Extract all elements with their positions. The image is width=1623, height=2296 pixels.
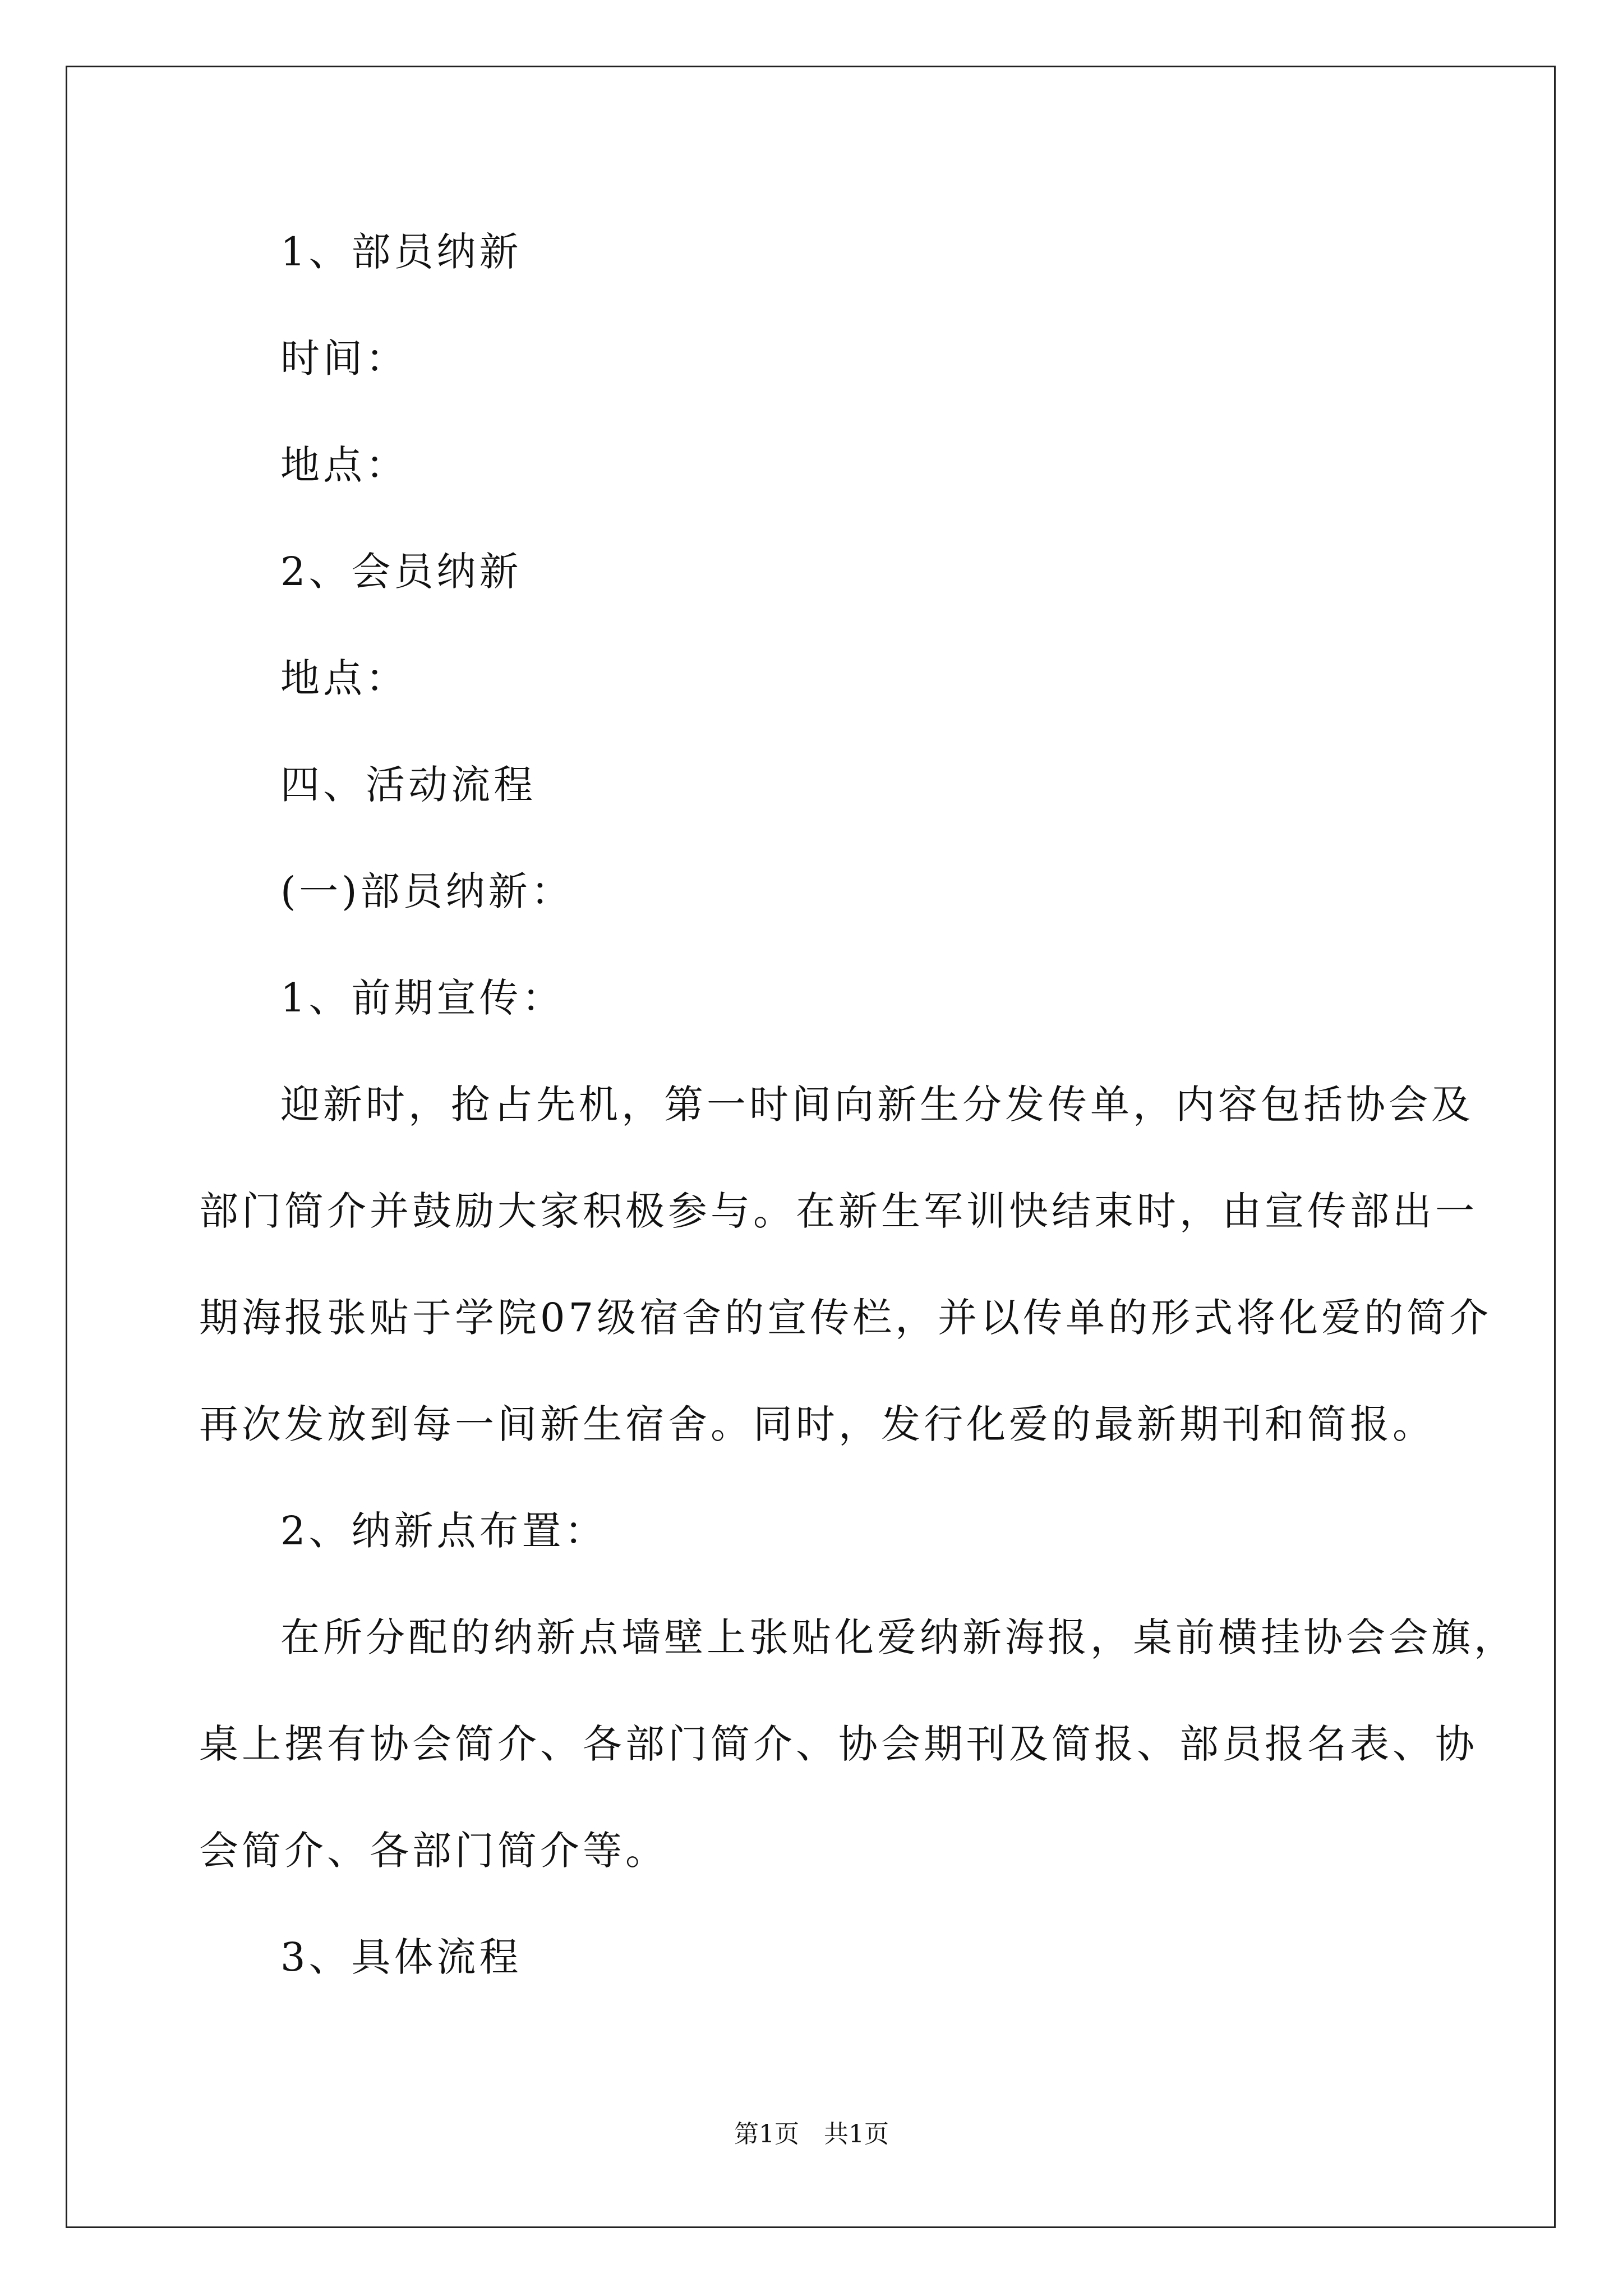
label-location: 地点： (280, 442, 408, 488)
item-publicity: 1、前期宣传： (280, 975, 565, 1021)
page-total: 共1页 (824, 2120, 889, 2148)
label-time: 时间： (280, 335, 408, 381)
page-footer (0, 2122, 1623, 2147)
paragraph-publicity-line-2: 部门简介并鼓励大家积极参与。在新生军训快结束时，由宣传部出一 (199, 1188, 1478, 1234)
item-recruitment-setup: 2、纳新点布置： (280, 1508, 607, 1554)
paragraph-setup-line-1: 在所分配的纳新点墙壁上张贴化爱纳新海报，桌前横挂协会会旗， (280, 1614, 1516, 1660)
section-heading-activity-process: 四、活动流程 (280, 762, 536, 808)
heading-member-recruitment: 1、部员纳新 (280, 229, 522, 275)
heading-general-member-recruitment: 2、会员纳新 (280, 549, 522, 595)
page-border (66, 66, 1556, 2228)
subheading-member-recruitment: (一)部员纳新： (280, 868, 574, 914)
label-location-2: 地点： (280, 655, 408, 701)
paragraph-setup-line-2: 桌上摆有协会简介、各部门简介、协会期刊及简报、部员报名表、协 (199, 1721, 1478, 1767)
paragraph-setup-line-3: 会简介、各部门简介等。 (199, 1828, 668, 1874)
paragraph-publicity-line-3: 期海报张贴于学院07级宿舍的宣传栏，并以传单的形式将化爱的简介 (199, 1295, 1492, 1341)
paragraph-publicity-line-1: 迎新时，抢占先机，第一时间向新生分发传单，内容包括协会及 (280, 1082, 1474, 1128)
page-number: 第1页 (734, 2120, 799, 2148)
item-specific-process: 3、具体流程 (280, 1934, 522, 1980)
paragraph-publicity-line-4: 再次发放到每一间新生宿舍。同时，发行化爱的最新期刊和简报。 (199, 1401, 1435, 1447)
